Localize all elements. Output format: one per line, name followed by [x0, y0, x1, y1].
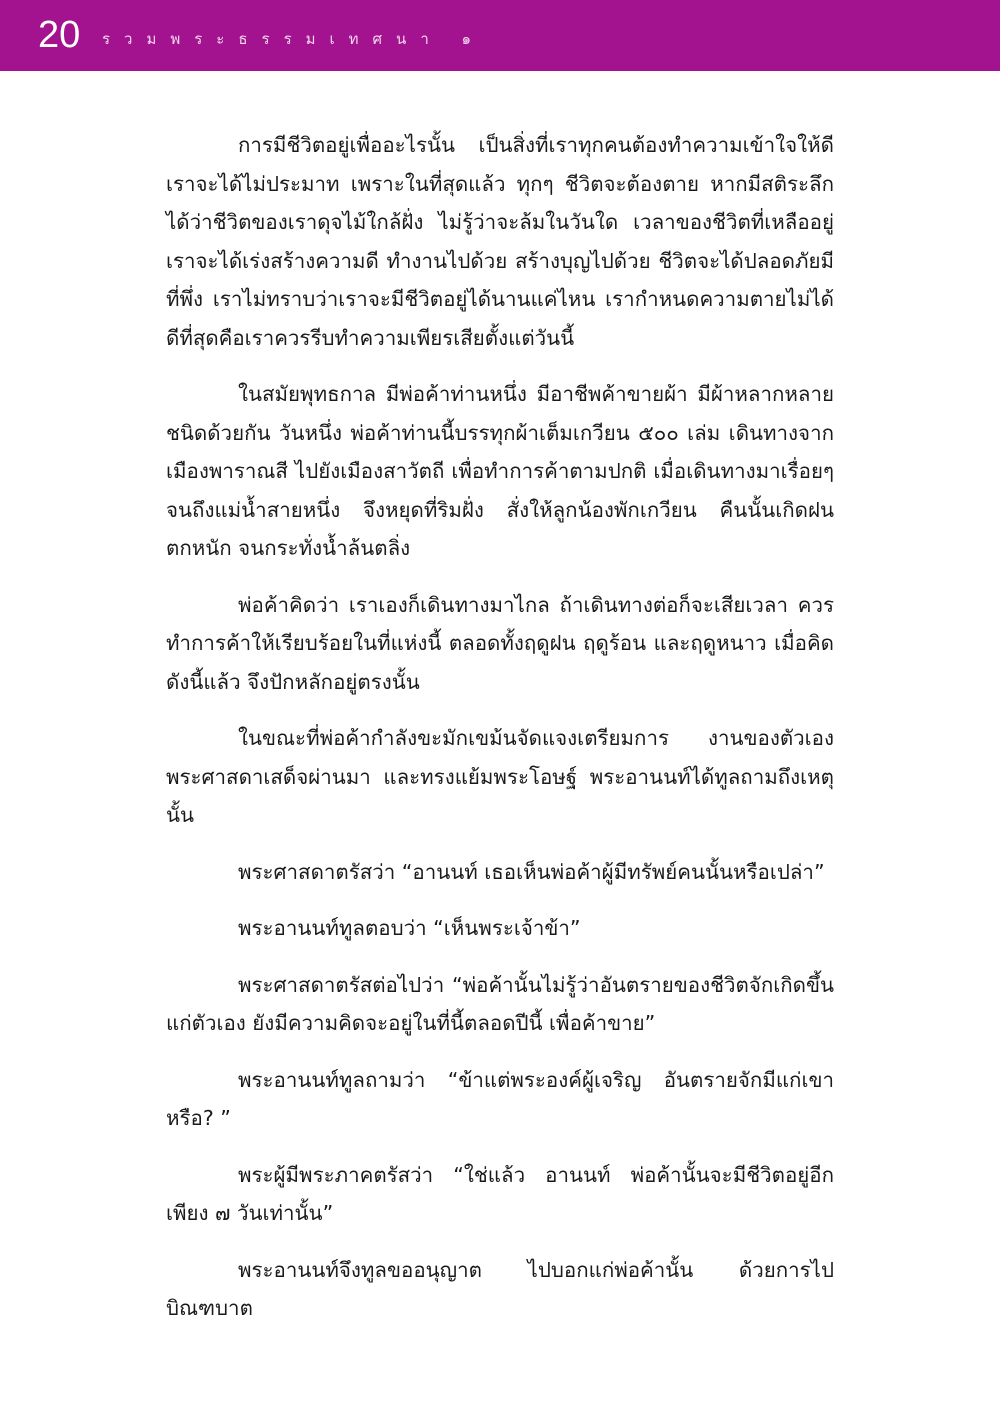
page-number: 20 — [38, 14, 81, 56]
page-body — [166, 126, 834, 1328]
paragraph-4: ในขณะที่พ่อค้ากำลังขะมักเขม้นจัดแจงเตรียมการ งานของตัวเอง พระศาสดาเสด็จผ่านมา และทรงแย้มพระโอษฐ์ พระอานนท์ได้ทูลถามถึงเหตุนั้น — [166, 726, 834, 827]
header-bar — [0, 0, 1000, 71]
paragraph-7: พระศาสดาตรัสต่อไปว่า “พ่อค้านั้นไม่รู้ว่าอันตรายของชีวิตจักเกิดขึ้นแก่ตัวเอง ยังมีความคิดจะอยู่ในที่นี้ตลอดปีนี้ เพื่อค้าขาย” — [166, 972, 834, 1035]
paragraph-2: ในสมัยพุทธกาล มีพ่อค้าท่านหนึ่ง มีอาชีพค้าขายผ้า มีผ้าหลากหลายชนิดด้วยกัน วันหนึ่ง พ่อค้าท่านนี้บรรทุกผ้าเต็มเกวียน ๕๐๐ เล่ม เดินทางจากเมืองพาราณสี ไปยังเมืองสาวัตถี เพื่อทำการค้าตามปกติ เมื่อเดินทางมาเรื่อยๆ จนถึงแม่น้ำสายหนึ่ง จึงหยุดที่ริมฝั่ง สั่งให้ลูกน้องพักเกวียน คืนนั้นเกิดฝนตกหนัก จนกระทั่งน้ำล้นตลิ่ง — [166, 382, 834, 560]
paragraph-6: พระอานนท์ทูลตอบว่า “เห็นพระเจ้าข้า” — [238, 916, 581, 940]
paragraph-10: พระอานนท์จึงทูลขออนุญาต ไปบอกแก่พ่อค้านั้น ด้วยการไปบิณฑบาต — [166, 1257, 834, 1320]
paragraph-5: พระศาสดาตรัสว่า “อานนท์ เธอเห็นพ่อค้าผู้มีทรัพย์คนนั้นหรือเปล่า” — [238, 859, 825, 884]
paragraph-9: พระผู้มีพระภาคตรัสว่า “ใช่แล้ว อานนท์ พ่อค้านั้นจะมีชีวิตอยู่อีกเพียง ๗ วันเท่านั้น” — [166, 1162, 834, 1225]
paragraph-1: การมีชีวิตอยู่เพื่ออะไรนั้น เป็นสิ่งที่เราทุกคนต้องทำความเข้าใจให้ดี เราจะได้ไม่ประมาท เพราะในที่สุดแล้ว ทุกๆ ชีวิตจะต้องตาย หากมีสติระลึกได้ว่าชีวิตของเราดุจไม้ใกล้ฝั่ง ไม่รู้ว่าจะล้มในวันใด เวลาของชีวิตที่เหลืออยู่ เราจะได้เร่งสร้างความดี ทำงานไปด้วย สร้างบุญไปด้วย ชีวิตจะได้ปลอดภัยมีที่พึ่ง เราไม่ทราบว่าเราจะมีชีวิตอยู่ได้นานแค่ไหน เรากำหนดความตายไม่ได้ ดีที่สุดคือเราควรรีบทำความเพียรเสียตั้งแต่วันนี้ — [166, 133, 834, 350]
book-title: รวมพระธรรมเทศนา ๑ — [102, 30, 486, 48]
paragraph-3: พ่อค้าคิดว่า เราเองก็เดินทางมาไกล ถ้าเดินทางต่อก็จะเสียเวลา ควรทำการค้าให้เรียบร้อยในที่แห่งนี้ ตลอดทั้งฤดูฝน ฤดูร้อน และฤดูหนาว เมื่อคิดดังนี้แล้ว จึงปักหลักอยู่ตรงนั้น — [166, 592, 834, 694]
paragraph-8: พระอานนท์ทูลถามว่า “ข้าแต่พระองค์ผู้เจริญ อันตรายจักมีแก่เขาหรือ? ” — [166, 1067, 834, 1130]
